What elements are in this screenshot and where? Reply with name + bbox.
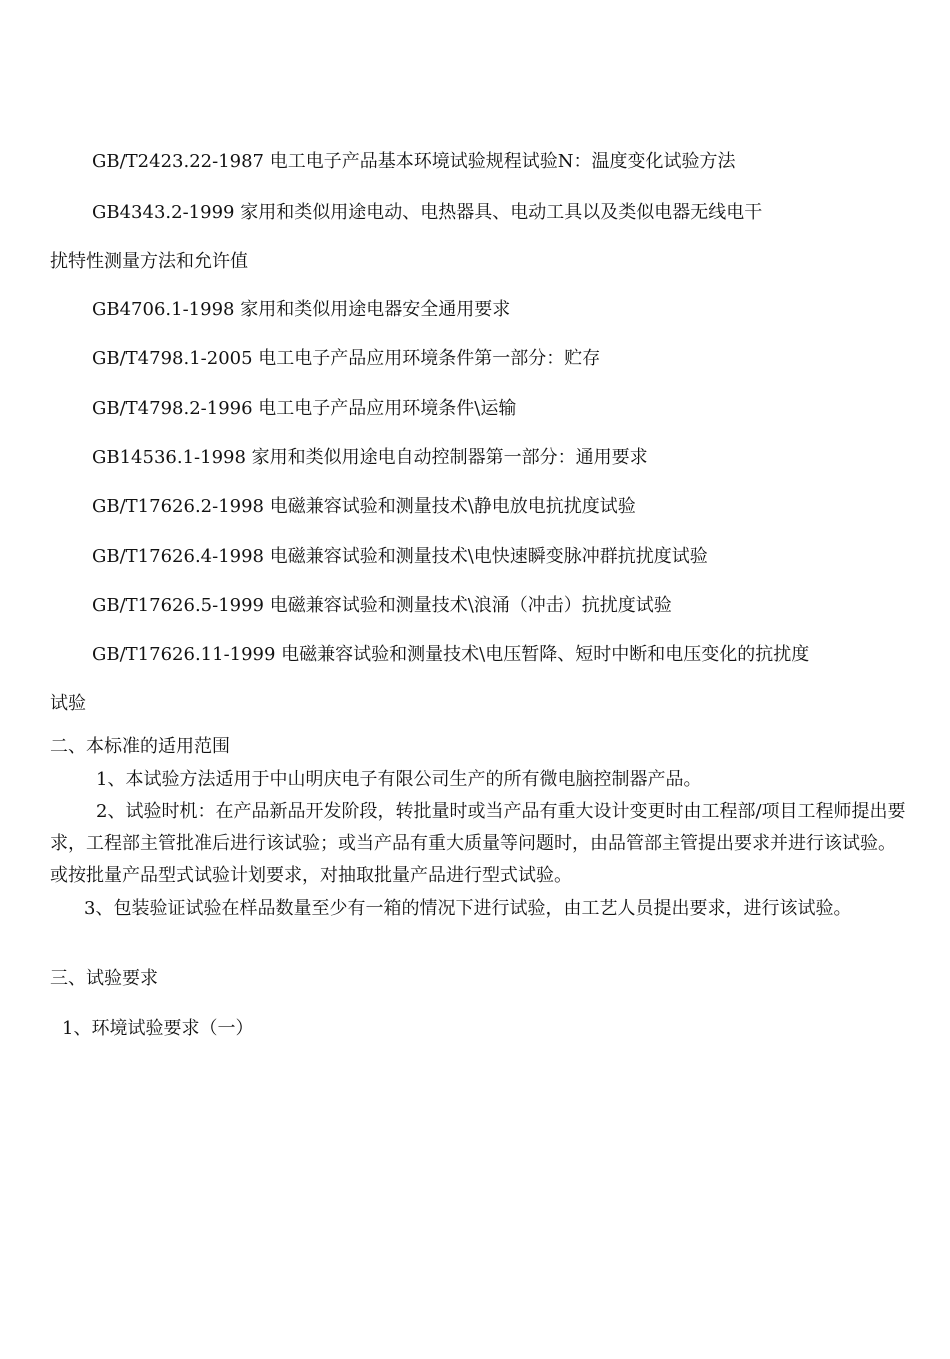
reference-line: GB4706.1-1998 家用和类似用途电器安全通用要求 [92,299,511,320]
reference-line: GB/T17626.11-1999 电磁兼容试验和测量技术\电压暂降、短时中断和电压变化的抗扰度 [92,644,810,665]
subsection-heading: 1、环境试验要求（一） [62,1018,254,1039]
reference-line-continuation: 试验 [50,693,86,714]
reference-line: GB/T17626.5-1999 电磁兼容试验和测量技术\浪涌（冲击）抗扰度试验 [92,595,672,616]
reference-line-continuation: 扰特性测量方法和允许值 [50,251,248,272]
scope-item-1: 1、本试验方法适用于中山明庆电子有限公司生产的所有微电脑控制器产品。 [96,769,702,790]
reference-line: GB4343.2-1999 家用和类似用途电动、电热器具、电动工具以及类似电器无线电干 [92,202,763,223]
reference-line: GB/T2423.22-1987 电工电子产品基本环境试验规程试验N：温度变化试验方法 [92,151,736,172]
section-heading: 三、试验要求 [50,968,158,989]
reference-line: GB14536.1-1998 家用和类似用途电自动控制器第一部分：通用要求 [92,447,648,468]
reference-line: GB/T17626.4-1998 电磁兼容试验和测量技术\电快速瞬变脉冲群抗扰度试验 [92,546,708,567]
reference-line: GB/T17626.2-1998 电磁兼容试验和测量技术\静电放电抗扰度试验 [92,496,636,517]
reference-line: GB/T4798.2-1996 电工电子产品应用环境条件\运输 [92,398,517,419]
section-heading: 二、本标准的适用范围 [50,736,230,757]
scope-item-3: 3、包装验证试验在样品数量至少有一箱的情况下进行试验，由工艺人员提出要求，进行该试验。 [84,898,852,919]
reference-line: GB/T4798.1-2005 电工电子产品应用环境条件第一部分：贮存 [92,348,601,369]
scope-item-2: 2、试验时机：在产品新品开发阶段，转批量时或当产品有重大设计变更时由工程部/项目工程师提出要求，工程部主管批准后进行该试验；或当产品有重大质量等问题时，由品管部主管提出要求并进行该试验。或按批量产品型式试验计划要求，对抽取批量产品进行型式试验。 [50,801,906,886]
